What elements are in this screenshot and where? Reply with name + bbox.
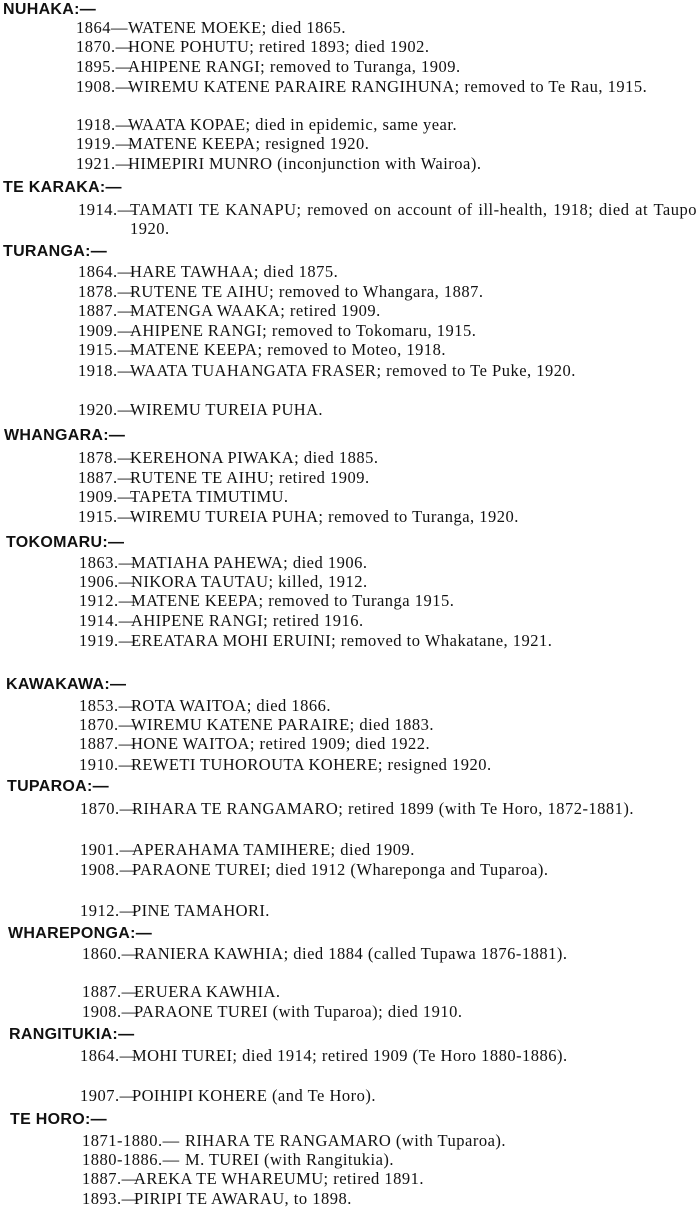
entry-name: MATIAHA PAHEWA [131,553,284,572]
entry-year: 1864.— [80,1046,137,1065]
entry [79,734,697,753]
entry [76,77,697,96]
entry-year: 1915.— [78,340,135,359]
entry-name: ROTA WAITOA [131,696,247,715]
entry [78,321,697,340]
entry [78,507,697,526]
entry-name: MATENE KEEPA [128,134,256,153]
entry-details: ; died 1866. [246,696,332,715]
entry [80,840,697,859]
entry-year: 1918.— [76,115,133,134]
entry-details: ; retired 1893; died 1902. [249,37,430,56]
entry [82,982,697,1001]
entry-name: KEREHONA PIWAKA [130,448,295,467]
entry-details: ; retired 1891. [323,1169,425,1188]
entry [80,901,697,920]
entry-name: WATENE MOEKE [128,18,262,37]
entry-details: ; removed to Te Puke, 1920. [376,361,576,380]
entry [78,340,697,359]
entry-name: PIRIPI TE AWARAU [134,1189,285,1208]
entry-name: APERAHAMA TAMIHERE [132,840,331,859]
entry-details: ; died in epidemic, same year. [245,115,458,134]
entry-name: AHIPENE RANGI [130,321,263,340]
entry-year: 1912.— [80,901,137,920]
entry-details: ; retired 1909. [280,301,381,320]
section-heading: WHANGARA:— [4,427,126,444]
entry-name: MATENE KEEPA [130,340,258,359]
entry-year: 1912.— [79,591,136,610]
entry-year: 1860.— [82,944,139,963]
entry-name: PARAONE TUREI [134,1002,269,1021]
entry-details: ; died 1875. [253,262,339,281]
entry [82,1002,697,1021]
entry-details: ; died 1914; retired 1909 (Te Horo 1880-1886). [232,1046,568,1065]
entry-name: MATENE KEEPA [131,591,259,610]
entry-year: 1908.— [80,860,137,879]
entry-details: (with Tuparoa); died 1910. [268,1002,463,1021]
entry-name: WAATA KOPAE [128,115,246,134]
entry [79,591,697,610]
entry [79,755,697,774]
entry [76,154,697,173]
entry-details: . [275,982,281,1001]
entry [79,611,697,630]
entry [78,487,697,506]
entry [76,37,697,56]
entry-year: 1864— [76,18,128,37]
section-heading: TUPAROA:— [7,778,109,795]
entry-name: RIHARA TE RANGAMARO [132,799,339,818]
entry-details: ; removed to Tokomaru, 1915. [262,321,477,340]
entry [78,200,697,238]
entry-year: 1878.— [78,282,135,301]
entry-year: 1864.— [78,262,135,281]
entry [79,715,697,734]
entry-details: ; died 1883. [349,715,434,734]
entry-details: ; removed to Whangara, 1887. [269,282,484,301]
entry-details: ; died 1912 (Whareponga and Tuparoa). [266,860,549,879]
entry-details: ; retired 1916. [263,611,364,630]
section-heading: TURANGA:— [3,243,108,260]
entry-year: 1919.— [76,134,133,153]
entry [82,1150,697,1169]
entry [80,1046,697,1065]
entry-name: HONE WAITOA [131,734,250,753]
entry-details: ; removed to Turanga 1915. [258,591,455,610]
entry-details: ; died 1885. [294,448,379,467]
entry-details: ; retired 1909. [269,468,370,487]
entry-year: 1887.— [82,982,139,1001]
entry [78,400,697,419]
entry-details: ; resigned 1920. [377,755,492,774]
section-heading: RANGITUKIA:— [9,1026,135,1043]
entry-year: 1921.— [76,154,133,173]
entry-name: RIHARA TE RANGAMARO [185,1131,392,1150]
entry [82,1131,697,1150]
entry-name: EREATARA MOHI ERUINI [131,631,332,650]
entry-year: 1914.— [78,200,135,219]
entry-name: HONE POHUTU [128,37,250,56]
entry-name: MOHI TUREI [132,1046,233,1065]
entry-year: 1887.— [78,468,135,487]
entry-name: POIHIPI KOHERE [132,1086,268,1105]
entry-year: 1901.— [80,840,137,859]
entry-details: ; died 1865. [261,18,346,37]
entry [78,282,697,301]
entry-name: HIMEPIRI MUNRO [128,154,273,173]
entry-year: 1895.— [76,57,133,76]
entry [76,57,697,76]
entry-year: 1909.— [78,487,135,506]
entry-year: 1863.— [79,553,136,572]
entry-details: ; died 1884 (called Tupawa 1876-1881). [283,944,568,963]
entry-year: 1919.— [79,631,136,650]
entry-year: 1870.— [76,37,133,56]
entry-details: ; removed to Whakatane, 1921. [331,631,553,650]
entry-year: 1909.— [78,321,135,340]
entry [79,553,697,572]
entry-name: NIKORA TAUTAU [131,572,269,591]
entry-name: MATENGA WAAKA [130,301,281,320]
entry [78,361,697,380]
entry-year: 1906.— [79,572,136,591]
entry-details: ; removed to Turanga, 1920. [318,507,519,526]
section-heading: NUHAKA:— [3,1,97,18]
entry-details: ; died 1906. [283,553,368,572]
entry [76,134,697,153]
section-heading: TE KARAKA:— [3,179,122,196]
entry-name: HARE TAWHAA [130,262,254,281]
entry-name: RANIERA KAWHIA [134,944,284,963]
entry [78,468,697,487]
entry [76,115,697,134]
entry-name: ERUERA KAWHIA [134,982,276,1001]
entry-details: ; died 1909. [330,840,415,859]
entry-year: 1893.— [82,1189,139,1208]
entry-details: . [318,400,324,419]
entry-details: ; killed, 1912. [268,572,368,591]
entry [80,860,697,879]
entry-year: 1878.— [78,448,135,467]
entry-name: WIREMU KATENE PARAIRE [131,715,350,734]
entry-name: WAATA TUAHANGATA FRASER [130,361,377,380]
entry [82,944,697,963]
section-heading: KAWAKAWA:— [6,676,127,693]
section-heading: WHAREPONGA:— [8,925,153,942]
entry-year: 1880-1886.— [82,1150,180,1169]
entry-name: AHIPENE RANGI [131,611,264,630]
entry-year: 1920.— [78,400,135,419]
entry-details: (with Rangitukia). [259,1150,395,1169]
entry-name: AHIPENE RANGI [128,57,261,76]
entry-year: 1908.— [82,1002,139,1021]
entry-name: PINE TAMAHORI [132,901,266,920]
entry-name: WIREMU KATENE PARAIRE RANGIHUNA [128,77,455,96]
entry-year: 1887.— [79,734,136,753]
entry-details: . [283,487,289,506]
entry-details: . [265,901,270,920]
entry-year: 1908.— [76,77,133,96]
entry-details: ; removed to Te Rau, 1915. [454,77,648,96]
entry-details: ; retired 1899 (with Te Horo, 1872-1881). [338,799,635,818]
entry-year: 1871-1880.— [82,1131,180,1150]
entry-year: 1915.— [78,507,135,526]
entry-details: ; resigned 1920. [255,134,370,153]
entry-name: WIREMU TUREIA PUHA [130,507,319,526]
section-heading: TE HORO:— [10,1111,107,1128]
entry [80,799,697,818]
entry [79,696,697,715]
entry-details: ; removed to Turanga, 1909. [260,57,461,76]
entry [82,1169,697,1188]
entry [78,448,697,467]
entry-year: 1910.— [79,755,136,774]
entry-name: WIREMU TUREIA PUHA [130,400,319,419]
entry-name: RUTENE TE AIHU [130,468,270,487]
entry-year: 1907.— [80,1086,137,1105]
section-heading: TOKOMARU:— [6,534,125,551]
entry-details: (and Te Horo). [267,1086,376,1105]
entry-year: 1918.— [78,361,135,380]
entry-name: REWETI TUHOROUTA KOHERE [131,755,378,774]
entry-name: PARAONE TUREI [132,860,267,879]
entry-details: (with Tuparoa). [391,1131,507,1150]
entry-year: 1914.— [79,611,136,630]
entry [79,631,697,650]
entry-details: ; removed to Moteo, 1918. [257,340,446,359]
entry-name: TAMATI TE KANAPU [130,200,297,219]
entry [78,262,697,281]
entry-details: ; removed on account of ill-health, 1918; died at Taupo 1920. [130,200,697,238]
entry-year: 1853.— [79,696,136,715]
entry-name: M. TUREI [185,1150,260,1169]
entry-details: (inconjunction with Wairoa). [272,154,482,173]
entry-year: 1870.— [79,715,136,734]
entry [76,18,697,37]
entry [82,1189,697,1208]
entry-details: , to 1898. [284,1189,352,1208]
entry-name: RUTENE TE AIHU [130,282,270,301]
entry [78,301,697,320]
entry-year: 1887.— [82,1169,139,1188]
entry-name: AREKA TE WHAREUMU [134,1169,324,1188]
entry-year: 1887.— [78,301,135,320]
entry [79,572,697,591]
entry-name: TAPETA TIMUTIMU [130,487,284,506]
entry [80,1086,697,1105]
entry-details: ; retired 1909; died 1922. [249,734,431,753]
entry-year: 1870.— [80,799,137,818]
